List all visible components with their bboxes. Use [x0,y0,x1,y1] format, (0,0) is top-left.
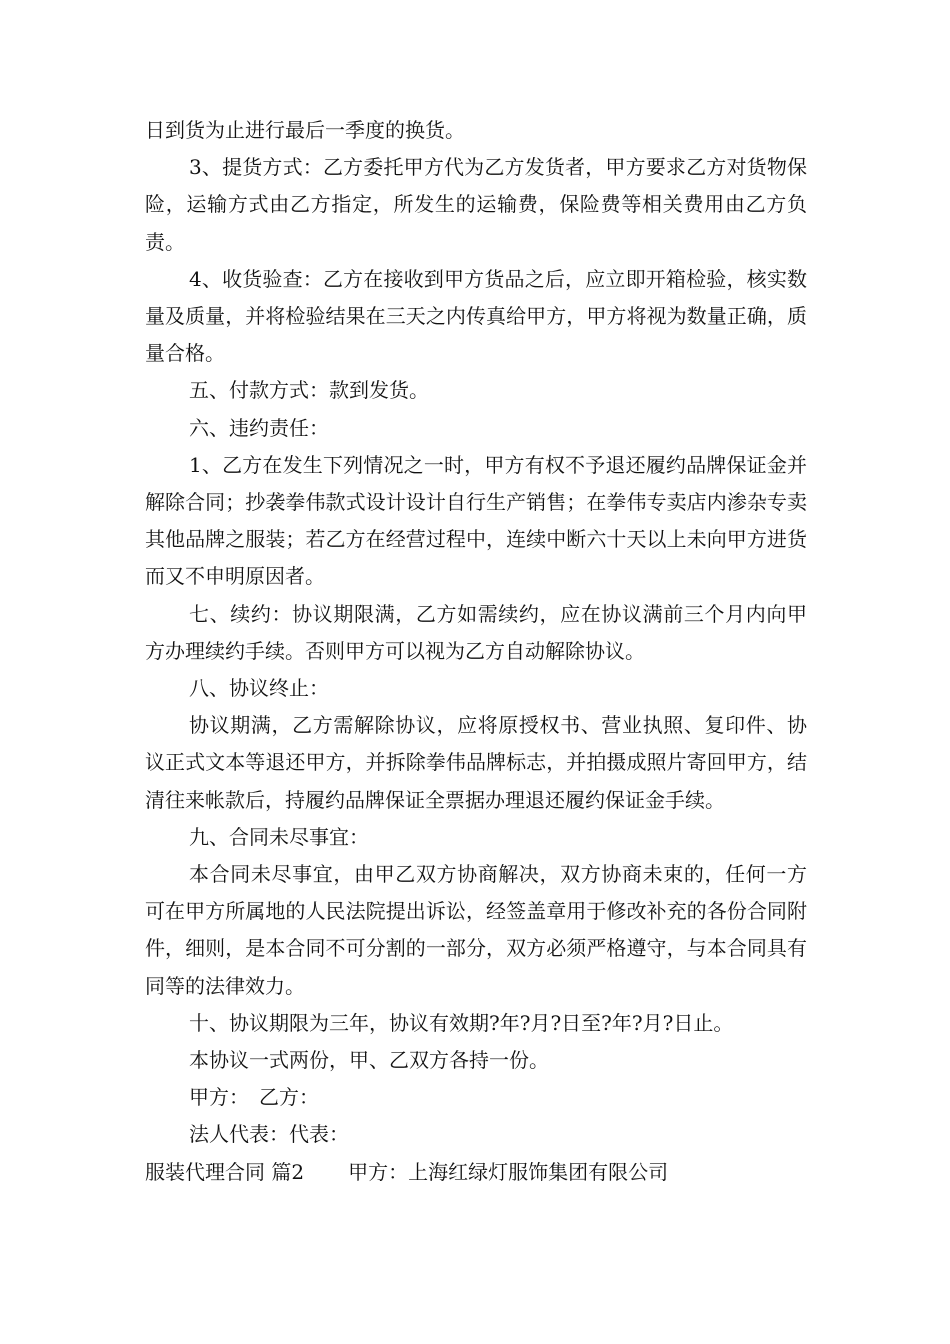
paragraph: 八、协议终止： [189,676,329,701]
paragraph: 六、违约责任： [189,415,329,440]
next-contract-heading [145,1154,807,1191]
document-page [145,112,807,1191]
paragraph: 1、乙方在发生下列情况之一时，甲方有权不予退还履约品牌保证金并解除合同；抄袭拳伟款式设计设计自行生产销售；在拳伟专卖店内渗杂专卖其他品牌之服装；若乙方在经营过程中，连续中断六十天以上未向甲方进货而又不申明原因者。 [145,452,807,589]
signature-parties-line: 甲方： 乙方： [189,1085,319,1110]
paragraph: 本协议一式两份，甲、乙双方各持一份。 [189,1048,549,1073]
contract-title: 服装代理合同 篇2 [145,1159,305,1184]
signature-representative-line: 法人代表：代表： [189,1122,349,1147]
paragraph: 九、合同未尽事宜： [189,824,369,849]
paragraph: 协议期满，乙方需解除协议，应将原授权书、营业执照、复印件、协议正式文本等退还甲方，并拆除拳伟品牌标志，并拍摄成照片寄回甲方，结清往来帐款后，持履约品牌保证全票据办理退还履约保证金手续。 [145,713,807,812]
paragraph: 五、付款方式：款到发货。 [189,378,429,403]
paragraph: 4、收货验查：乙方在接收到甲方货品之后，应立即开箱检验，核实数量及质量，并将检验结果在三天之内传真给甲方，甲方将视为数量正确，质量合格。 [145,266,807,366]
paragraph: 日到货为止进行最后一季度的换货。 [145,118,465,142]
paragraph: 3、提货方式：乙方委托甲方代为乙方发货者，甲方要求乙方对货物保险，运输方式由乙方指定，所发生的运输费，保险费等相关费用由乙方负责。 [145,155,807,254]
paragraph: 七、续约：协议期限满，乙方如需续约，应在协议满前三个月内向甲方办理续约手续。否则甲方可以视为乙方自动解除协议。 [145,601,807,663]
paragraph: 十、协议期限为三年，协议有效期?年?月?日至?年?月?日止。 [189,1010,734,1035]
paragraph: 本合同未尽事宜，由甲乙双方协商解决，双方协商未束的，任何一方可在甲方所属地的人民法院提出诉讼，经签盖章用于修改补充的各份合同附件，细则，是本合同不可分割的一部分，双方必须严格遵守，与本合同具有同等的法律效力。 [145,862,807,998]
party-a-line: 甲方：上海红绿灯服饰集团有限公司 [348,1159,669,1184]
